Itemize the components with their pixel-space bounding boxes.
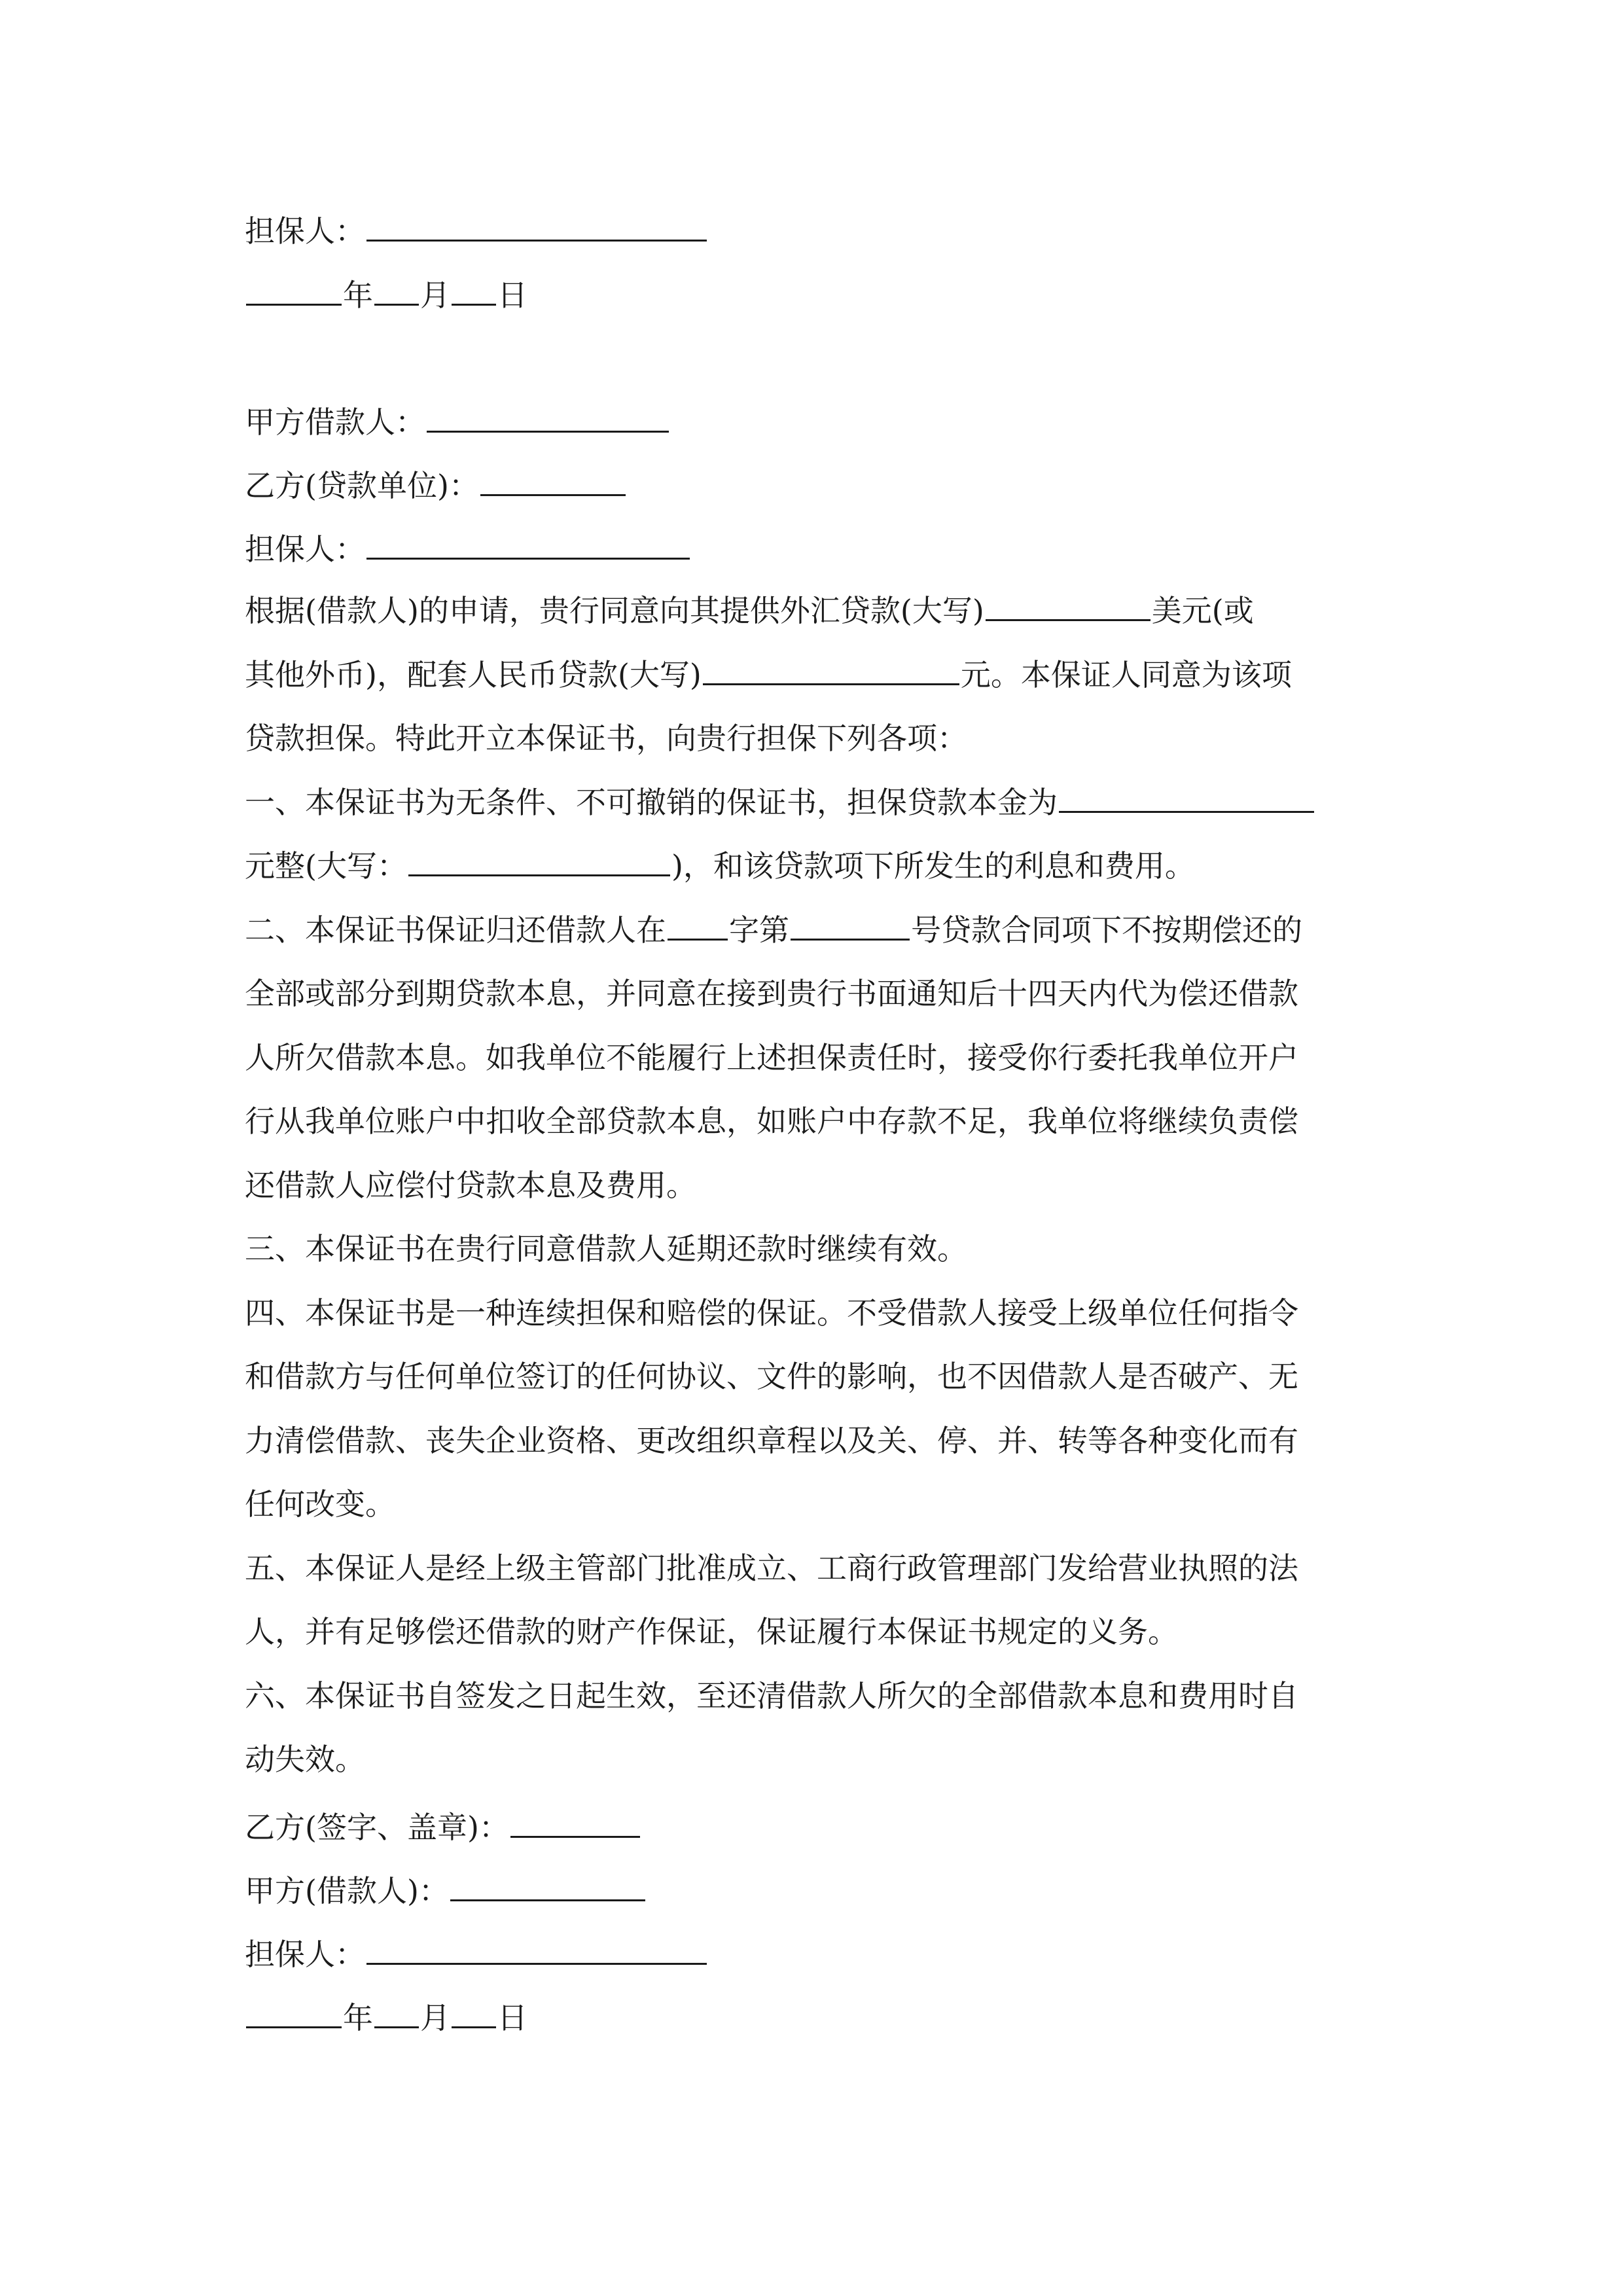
partyA-sign-label: 甲方(借款人)： xyxy=(245,1873,449,1909)
top-guarantor-line xyxy=(245,209,708,249)
bottom-guarantor-label: 担保人： xyxy=(245,1937,365,1972)
top-day-blank[interactable] xyxy=(452,274,496,306)
clause5-line-2: 人，并有足够偿还借款的财产作保证，保证履行本保证书规定的义务。 xyxy=(245,1614,1178,1649)
principal-capital-blank[interactable] xyxy=(408,844,670,876)
partyB-sign-line xyxy=(245,1806,641,1845)
borrower-line xyxy=(245,401,670,440)
partyB-sign-label: 乙方(签字、盖章)： xyxy=(245,1810,509,1845)
bottom-date-line xyxy=(245,1996,527,2036)
parties-guarantor-blank[interactable] xyxy=(366,528,690,560)
partyB-sign-blank[interactable] xyxy=(510,1806,640,1838)
clause5-line-1: 五、本保证人是经上级主管部门批准成立、工商行政管理部门发给营业执照的法 xyxy=(245,1550,1298,1586)
bottom-year-blank[interactable] xyxy=(246,1996,342,2028)
lender-label: 乙方(贷款单位)： xyxy=(245,468,479,503)
intro-line-3: 贷款担保。特此开立本保证书，向贵行担保下列各项： xyxy=(245,721,967,756)
lender-blank[interactable] xyxy=(480,464,626,496)
clause6-line-2: 动失效。 xyxy=(245,1742,365,1777)
top-guarantor-blank[interactable] xyxy=(366,209,707,242)
intro-line-1: 根据(借款人)的申请，贵行同意向其提供外汇贷款(大写) 美元(或 xyxy=(245,579,1378,643)
clause1-line-1: 一、本保证书为无条件、不可撤销的保证书，担保贷款本金为 xyxy=(245,771,1378,835)
bottom-month-label: 月 xyxy=(420,2000,450,2036)
parties-guarantor-label: 担保人： xyxy=(245,531,365,567)
fx-amount-blank[interactable] xyxy=(986,589,1150,621)
top-month-blank[interactable] xyxy=(374,274,419,306)
intro-line-2: 其他外币)，配套人民币贷款(大写) 元。本保证人同意为该项 xyxy=(245,643,1378,708)
contract-number-blank[interactable] xyxy=(791,908,910,941)
principal-blank[interactable] xyxy=(1059,781,1314,813)
top-guarantor-label: 担保人： xyxy=(245,213,365,249)
bottom-year-label: 年 xyxy=(343,2000,373,2036)
year-label: 年 xyxy=(343,278,373,313)
borrower-label: 甲方借款人： xyxy=(245,404,425,440)
clause3-line-1: 三、本保证书在贵行同意借款人延期还款时继续有效。 xyxy=(245,1231,967,1266)
clause2-line-3: 人所欠借款本息。如我单位不能履行上述担保责任时，接受你行委托我单位开户 xyxy=(245,1039,1298,1075)
partyA-sign-blank[interactable] xyxy=(450,1869,645,1901)
clause2-line-1: 二、本保证书保证归还借款人在 字第 号贷款合同项下不按期偿还的 xyxy=(245,899,1378,963)
contract-prefix-blank[interactable] xyxy=(668,908,728,941)
day-label: 日 xyxy=(497,278,527,313)
clause2-line-2: 全部或部分到期贷款本息，并同意在接到贵行书面通知后十四天内代为偿还借款 xyxy=(245,976,1298,1011)
parties-guarantor-line xyxy=(245,528,691,567)
month-label: 月 xyxy=(420,278,450,313)
bottom-guarantor-line xyxy=(245,1933,708,1972)
clause2-line-5: 还借款人应偿付贷款本息及费用。 xyxy=(245,1167,696,1203)
bottom-month-blank[interactable] xyxy=(374,1996,419,2028)
bottom-day-label: 日 xyxy=(497,2000,527,2036)
clause1-line-2: 元整(大写： )，和该贷款项下所发生的利息和费用。 xyxy=(245,834,1378,899)
top-date-line xyxy=(245,274,527,313)
clause4-line-3: 力清偿借款、丧失企业资格、更改组织章程以及关、停、并、转等各种变化而有 xyxy=(245,1422,1298,1458)
top-year-blank[interactable] xyxy=(246,274,342,306)
body-text xyxy=(245,579,1378,1792)
lender-line xyxy=(245,464,627,503)
clause4-line-1: 四、本保证书是一种连续担保和赔偿的保证。不受借款人接受上级单位任何指令 xyxy=(245,1295,1298,1331)
rmb-amount-blank[interactable] xyxy=(703,653,959,685)
clause4-line-4: 任何改变。 xyxy=(245,1486,395,1522)
partyA-sign-line xyxy=(245,1869,647,1909)
clause4-line-2: 和借款方与任何单位签订的任何协议、文件的影响，也不因借款人是否破产、无 xyxy=(245,1359,1298,1394)
clause2-line-4: 行从我单位账户中扣收全部贷款本息，如账户中存款不足，我单位将继续负责偿 xyxy=(245,1103,1298,1139)
bottom-guarantor-blank[interactable] xyxy=(366,1933,707,1965)
borrower-blank[interactable] xyxy=(427,401,669,433)
clause6-line-1: 六、本保证书自签发之日起生效，至还清借款人所欠的全部借款本息和费用时自 xyxy=(245,1677,1298,1713)
bottom-day-blank[interactable] xyxy=(452,1996,496,2028)
